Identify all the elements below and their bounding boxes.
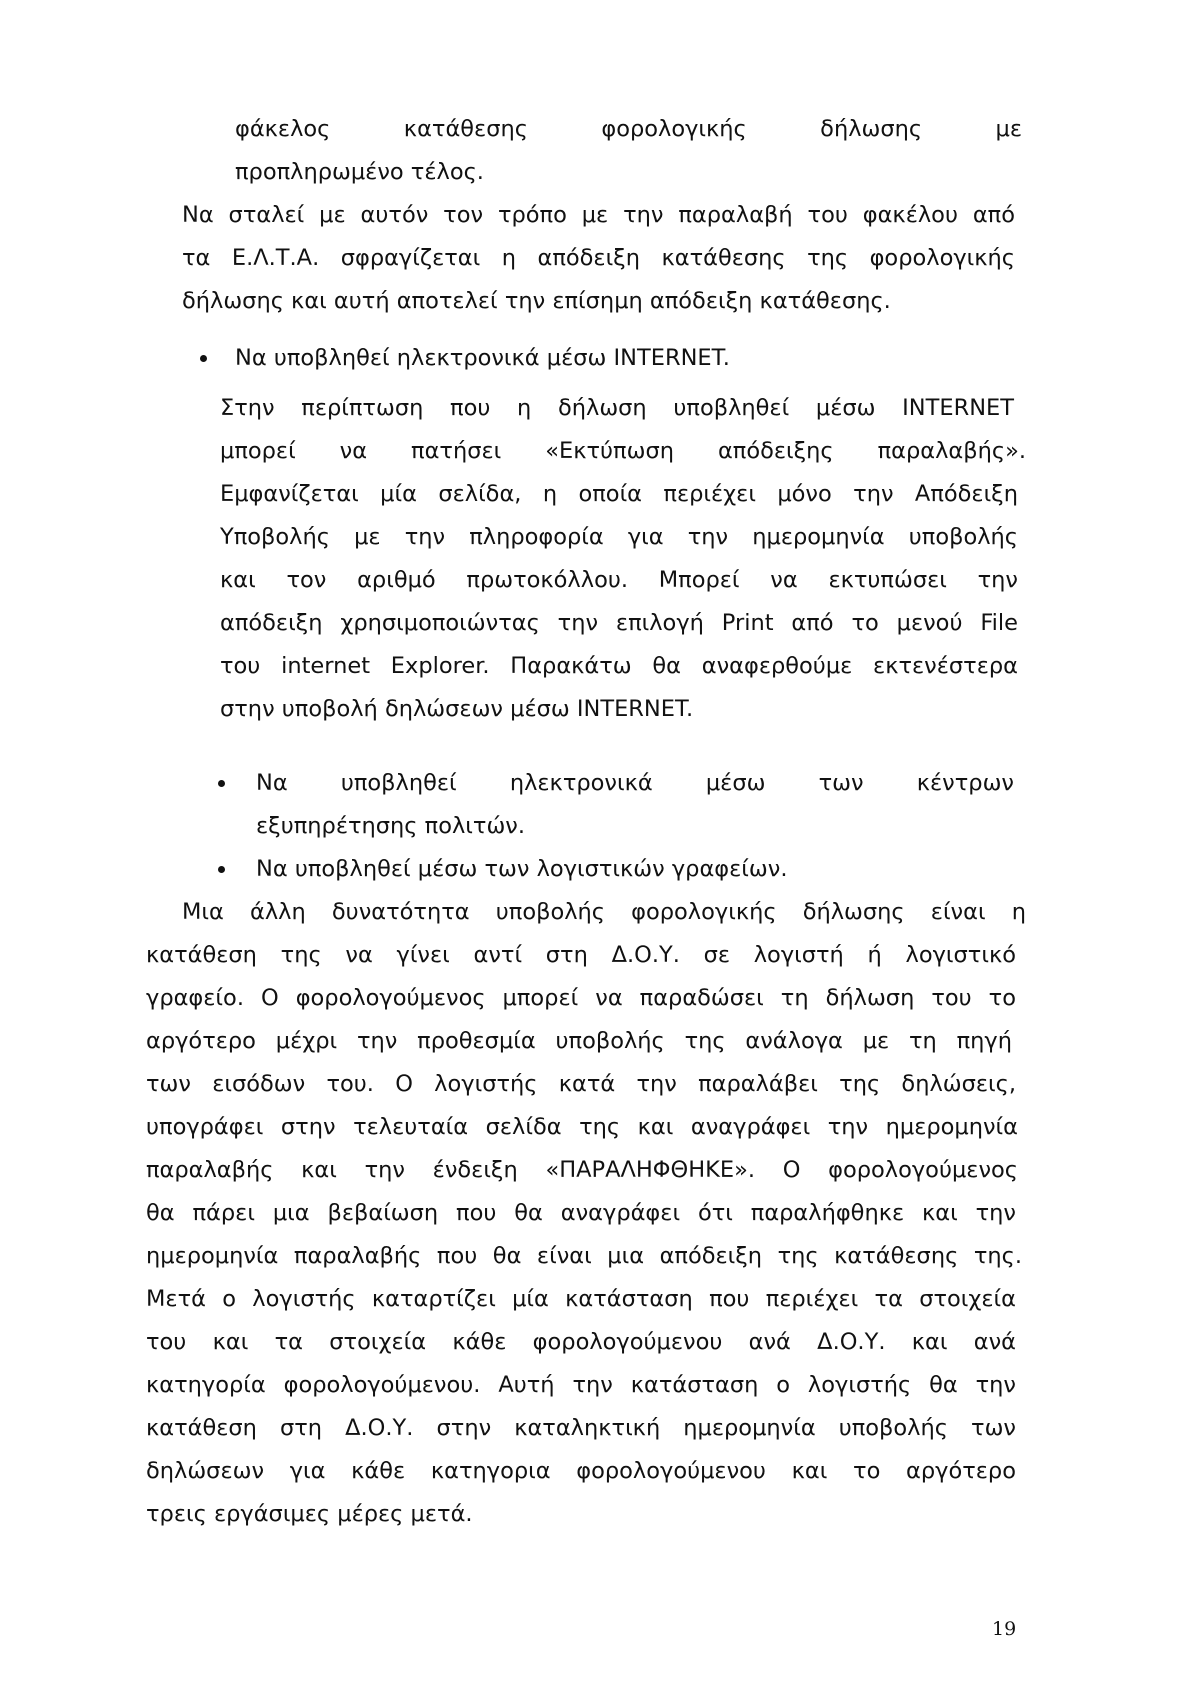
bullet-icon xyxy=(200,355,207,362)
text-line: στην υποβολή δηλώσεων μέσω INTERNET. xyxy=(220,696,694,722)
text-line: γραφείο. Ο φορολογούμενος μπορεί να παραδώσει τη δήλωση του το xyxy=(146,985,1016,1011)
text-line: μπορεί να πατήσει «Εκτύπωση απόδειξης παραλαβής». xyxy=(220,438,1026,464)
bullet-text: εξυπηρέτησης πολιτών. xyxy=(256,813,526,839)
text-line: κατηγορία φορολογούμενου. Αυτή την κατάσταση ο λογιστής θα την xyxy=(146,1372,1016,1398)
text-line: κατάθεση της να γίνει αντί στη Δ.Ο.Υ. σε λογιστή ή λογιστικό xyxy=(146,942,1016,968)
text-line: τα Ε.Λ.Τ.Α. σφραγίζεται η απόδειξη κατάθεσης της φορολογικής xyxy=(182,245,1015,271)
text-line: φάκελος κατάθεσης φορολογικής δήλωσης με xyxy=(235,116,1022,142)
text-line: τρεις εργάσιμες μέρες μετά. xyxy=(146,1501,473,1527)
page-number: 19 xyxy=(992,1618,1017,1640)
text-line: προπληρωμένο τέλος. xyxy=(235,159,484,185)
text-line: δηλώσεων για κάθε κατηγορια φορολογούμενου και το αργότερο xyxy=(146,1458,1016,1484)
text-line: αργότερο μέχρι την προθεσμία υποβολής της ανάλογα με τη πηγή xyxy=(146,1028,1012,1054)
text-line: Στην περίπτωση που η δήλωση υποβληθεί μέσω INTERNET xyxy=(220,395,1014,421)
text-line: παραλαβής και την ένδειξη «ΠΑΡΑΛΗΦΘΗΚΕ». Ο φορολογούμενος xyxy=(146,1157,1018,1183)
text-line: Εμφανίζεται μία σελίδα, η οποία περιέχει μόνο την Απόδειξη xyxy=(220,481,1018,507)
text-line: Μετά ο λογιστής καταρτίζει μία κατάσταση που περιέχει τα στοιχεία xyxy=(146,1286,1016,1312)
text-line: Να σταλεί με αυτόν τον τρόπο με την παραλαβή του φακέλου από xyxy=(182,202,1015,228)
text-line: δήλωσης και αυτή αποτελεί την επίσημη απόδειξη κατάθεσης. xyxy=(182,288,891,314)
text-line: Μια άλλη δυνατότητα υποβολής φορολογικής δήλωσης είναι η xyxy=(182,899,1026,925)
text-line: και τον αριθμό πρωτοκόλλου. Μπορεί να εκτυπώσει την xyxy=(220,567,1018,593)
text-line: υπογράφει στην τελευταία σελίδα της και αναγράφει την ημερομηνία xyxy=(146,1114,1018,1140)
bullet-icon xyxy=(218,866,225,873)
text-line: του και τα στοιχεία κάθε φορολογούμενου ανά Δ.Ο.Υ. και ανά xyxy=(146,1329,1016,1355)
text-line: θα πάρει μια βεβαίωση που θα αναγράφει ότι παραλήφθηκε και την xyxy=(146,1200,1016,1226)
text-line: απόδειξη χρησιμοποιώντας την επιλογή Print από το μενού File xyxy=(220,610,1018,636)
text-line: των εισόδων του. Ο λογιστής κατά την παραλάβει της δηλώσεις, xyxy=(146,1071,1016,1097)
bullet-text: Να υποβληθεί ηλεκτρονικά μέσω των κέντρων xyxy=(256,770,1014,796)
text-line: κατάθεση στη Δ.Ο.Υ. στην καταληκτική ημερομηνία υποβολής των xyxy=(146,1415,1016,1441)
bullet-text: Να υποβληθεί μέσω των λογιστικών γραφείων. xyxy=(256,856,788,882)
text-line: Υποβολής με την πληροφορία για την ημερομηνία υποβολής xyxy=(220,524,1018,550)
bullet-icon xyxy=(218,780,225,787)
text-line: του internet Explorer. Παρακάτω θα αναφερθούμε εκτενέστερα xyxy=(220,653,1018,679)
text-line: ημερομηνία παραλαβής που θα είναι μια απόδειξη της κατάθεσης της. xyxy=(146,1243,1022,1269)
bullet-text: Να υποβληθεί ηλεκτρονικά μέσω INTERNET. xyxy=(235,345,730,371)
